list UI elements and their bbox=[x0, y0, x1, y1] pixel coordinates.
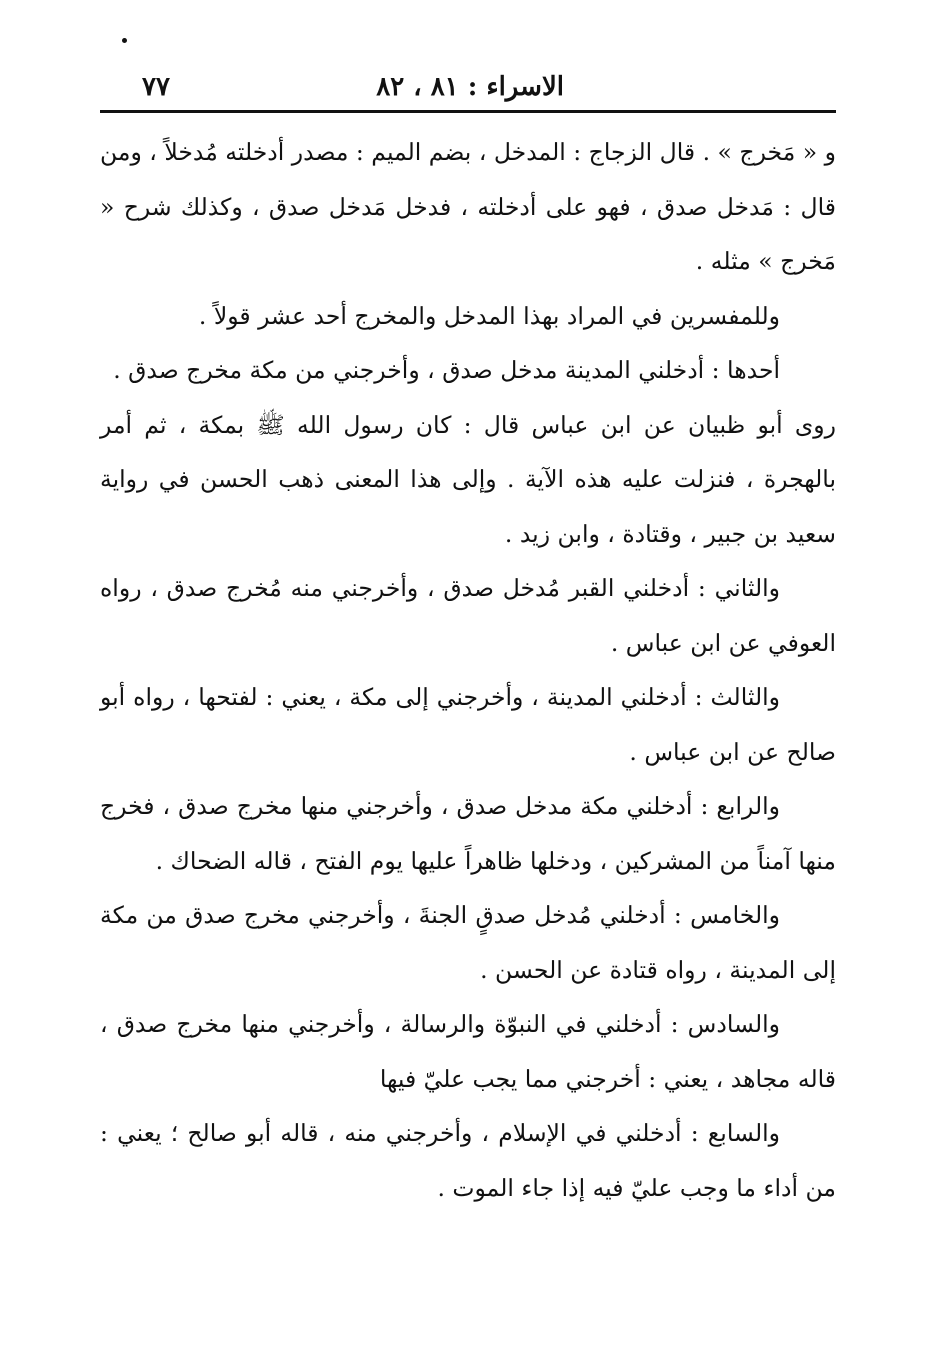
running-header bbox=[100, 68, 834, 108]
body-text bbox=[100, 125, 836, 1215]
paragraph-1: و « مَخرج » . قال الزجاج : المدخل ، بضم الميم : مصدر أدخلته مُدخلاً ، ومن قال : مَدخل صدق ، فهو على أدخلته ، فدخل مَدخل صدق ، وكذلك شرح « مَخرج » مثله . bbox=[100, 138, 836, 275]
paragraph-10: والسابع : أدخلني في الإسلام ، وأخرجني منه ، قاله أبو صالح ؛ يعني : من أداء ما وجب عليّ فيه إذا جاء الموت . bbox=[100, 1119, 836, 1202]
header-rule bbox=[100, 110, 836, 113]
paragraph-6: والثالث : أدخلني المدينة ، وأخرجني إلى مكة ، يعني : لفتحها ، رواه أبو صالح عن ابن عباس . bbox=[100, 683, 836, 766]
paragraph-3: أحدها : أدخلني المدينة مدخل صدق ، وأخرجني من مكة مخرج صدق . bbox=[113, 356, 780, 384]
paragraph-8: والخامس : أدخلني مُدخل صدقٍ الجنةَ ، وأخرجني مخرج صدق من مكة إلى المدينة ، رواه قتادة عن الحسن . bbox=[100, 901, 836, 984]
header-title: الاسراء : ٨١ ، ٨٢ bbox=[376, 72, 564, 102]
paragraph-5: والثاني : أدخلني القبر مُدخل صدق ، وأخرجني منه مُخرج صدق ، رواه العوفي عن ابن عباس . bbox=[100, 574, 836, 657]
page-number: ٧٧ bbox=[142, 72, 170, 102]
paragraph-4: روى أبو ظبيان عن ابن عباس قال : كان رسول الله ﷺ بمكة ، ثم أمر بالهجرة ، فنزلت عليه هذه الآية . وإلى هذا المعنى ذهب الحسن في رواية سعيد بن جبير ، وقتادة ، وابن زيد . bbox=[100, 410, 836, 548]
page-speck bbox=[122, 38, 127, 43]
paragraph-9: والسادس : أدخلني في النبوّة والرسالة ، وأخرجني منها مخرج صدق ، قاله مجاهد ، يعني : أخرجني مما يجب عليّ فيها bbox=[100, 1010, 836, 1093]
paragraph-7: والرابع : أدخلني مكة مدخل صدق ، وأخرجني منها مخرج صدق ، فخرج منها آمناً من المشركين ، ودخلها ظاهراً عليها يوم الفتح ، قاله الضحاك . bbox=[100, 792, 836, 875]
paragraph-2: وللمفسرين في المراد بهذا المدخل والمخرج أحد عشر قولاً . bbox=[198, 301, 780, 330]
